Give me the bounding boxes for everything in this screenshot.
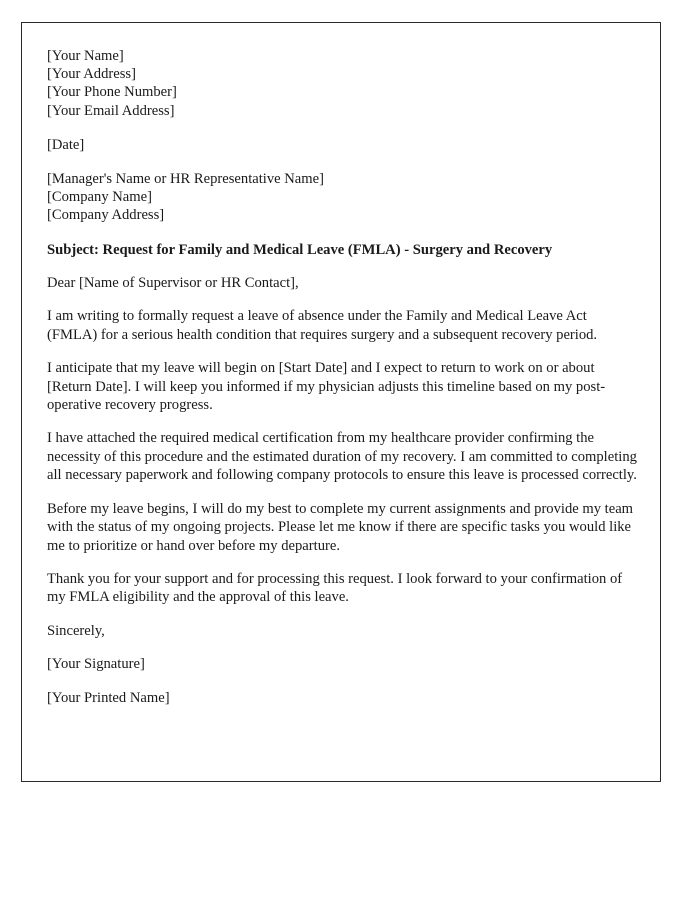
signature-placeholder-line: [Your Signature] bbox=[47, 656, 145, 673]
sender-address-line: [Your Address] bbox=[47, 66, 136, 83]
salutation-line: Dear [Name of Supervisor or HR Contact], bbox=[47, 275, 299, 292]
body-paragraph-3: I have attached the required medical certification from my healthcare provider confirming the necessity of this procedure and the estimated duration of my recovery. I am committed to completing all necessary paperwork and following company protocols to ensure this leave is processed correctly. bbox=[47, 430, 637, 484]
sender-name-line: [Your Name] bbox=[47, 48, 124, 64]
letter-page-frame bbox=[21, 22, 661, 782]
sender-email-line: [Your Email Address] bbox=[47, 102, 175, 119]
date-line: [Date] bbox=[47, 136, 85, 153]
sender-address-block bbox=[47, 47, 637, 120]
body-paragraph-5: Thank you for your support and for processing this request. I look forward to your confirmation of my FMLA eligibility and the approval of this leave. bbox=[47, 570, 623, 606]
valediction-line: Sincerely, bbox=[47, 622, 105, 639]
recipient-company-address-line: [Company Address] bbox=[47, 207, 165, 224]
printed-name-placeholder-line: [Your Printed Name] bbox=[47, 689, 170, 706]
recipient-address-block bbox=[47, 170, 637, 225]
recipient-name-line: [Manager's Name or HR Representative Name] bbox=[47, 171, 324, 188]
date-block bbox=[47, 136, 637, 154]
sender-phone-line: [Your Phone Number] bbox=[47, 84, 177, 101]
body-paragraph-4: Before my leave begins, I will do my best to complete my current assignments and provide my team with the status of my ongoing projects. Please let me know if there are specific tasks you would like me to prioritize or hand over before my departure. bbox=[47, 500, 634, 554]
letter-content bbox=[47, 47, 637, 722]
subject-line: Subject: Request for Family and Medical Leave (FMLA) - Surgery and Recovery bbox=[47, 241, 553, 258]
body-paragraph-2: I anticipate that my leave will begin on [Start Date] and I expect to return to work on or about [Return Date]. I will keep you informed if my physician adjusts this timeline based on my post-operative recovery progress. bbox=[47, 360, 606, 414]
recipient-company-line: [Company Name] bbox=[47, 189, 152, 206]
body-paragraph-1: I am writing to formally request a leave of absence under the Family and Medical Leave Act (FMLA) for a serious health condition that requires surgery and a subsequent recovery period. bbox=[47, 308, 598, 343]
